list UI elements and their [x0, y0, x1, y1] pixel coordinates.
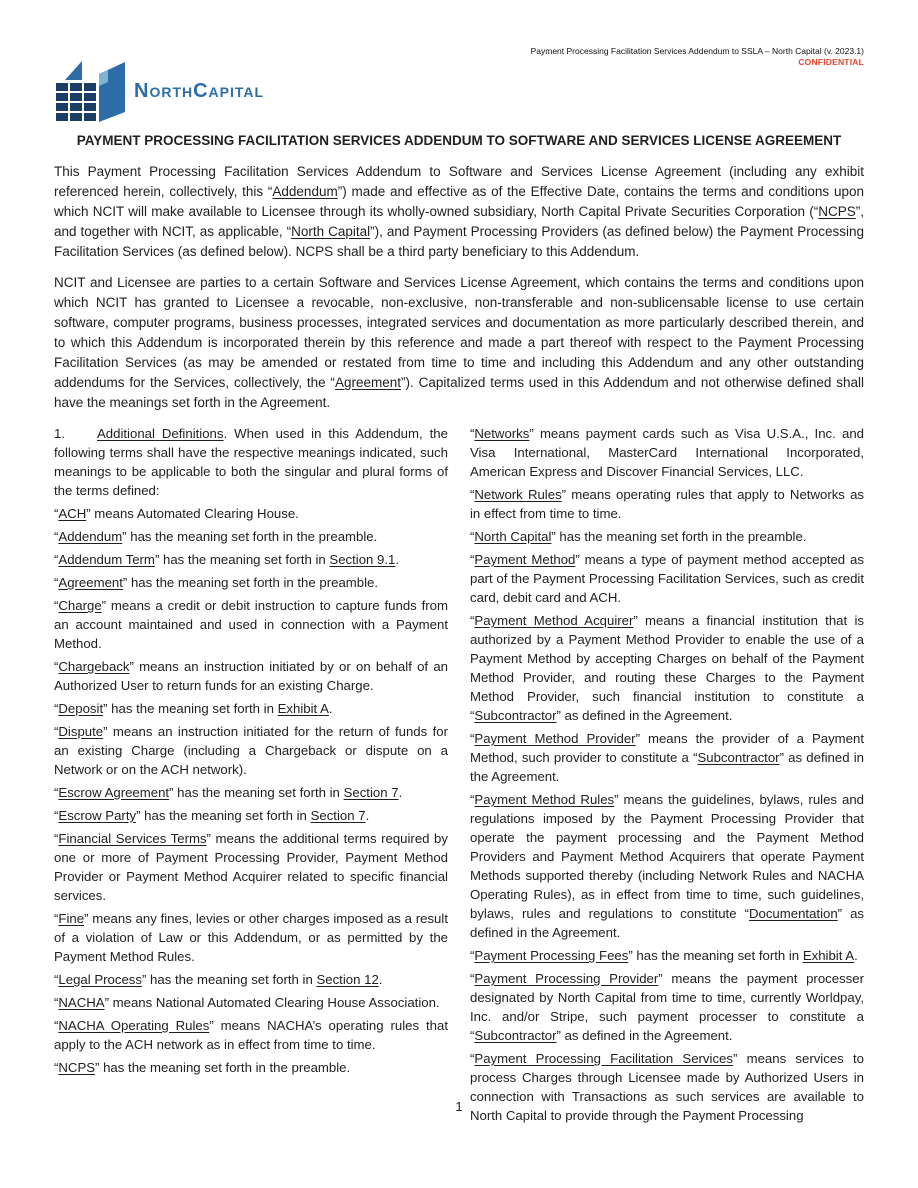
definition-paragraph: “NCPS” has the meaning set forth in the preamble.: [54, 1060, 351, 1075]
definition-paragraph: “ACH” means Automated Clearing House.: [54, 506, 299, 521]
definition-paragraph: “NACHA” means National Automated Clearing House Association.: [54, 995, 440, 1010]
definition-paragraph: “Payment Method Provider” means the provider of a Payment Method, such provider to constitute a “Subcontractor” as defined in the Agreement.: [470, 731, 864, 784]
definition-paragraph: “Charge” means a credit or debit instruction to capture funds from an account maintained and used in connection with a Payment Method.: [54, 598, 448, 651]
definition-paragraph: “Escrow Agreement” has the meaning set forth in Section 7.: [54, 785, 403, 800]
definition-paragraph: “Network Rules” means operating rules that apply to Networks as in effect from time to time.: [470, 487, 864, 521]
definition-paragraph: “Financial Services Terms” means the additional terms required by one or more of Payment Processing Provider, Payment Method Provider or Payment Method Acquirer related to specific financial services.: [54, 831, 448, 903]
preamble-paragraph-1: This Payment Processing Facilitation Services Addendum to Software and Services License Agreement (including any exhibit referenced herein, collectively, this “Addendum”) made and effective as of the Effective Date, contains the terms and conditions upon which NCIT will make available to Licensee through its wholly-owned subsidiary, North Capital Private Securities Corporation (“NCPS”, and together with NCIT, as applicable, “North Capital”), and Payment Processing Providers (as defined below) the Payment Processing Facilitation Services (as defined below). NCPS shall be a third party beneficiary to this Addendum.: [54, 164, 865, 259]
definition-paragraph: “Deposit” has the meaning set forth in Exhibit A.: [54, 701, 333, 716]
definition-paragraph: “Fine” means any fines, levies or other charges imposed as a result of a violation of Law or this Addendum, or as permitted by the Payment Method Rules.: [54, 911, 448, 964]
definitions-left-column: [54, 424, 448, 1129]
logo-wordmark: NorthCapital: [134, 79, 265, 102]
definition-paragraph: “Networks” means payment cards such as Visa U.S.A., Inc. and Visa International, MasterCard International Incorporated, American Express and Discover Financial Services, LLC.: [470, 426, 864, 479]
definition-paragraph: “Legal Process” has the meaning set forth in Section 12.: [54, 972, 383, 987]
definition-paragraph: “Dispute” means an instruction initiated for the return of funds for an existing Charge (including a Chargeback or dispute on a Network or on the ACH network).: [54, 724, 448, 777]
section-1-heading: 1. Additional Definitions. When used in this Addendum, the following terms shall have the respective meanings indicated, such meanings to be applicable to both the singular and plural forms of the terms defined:: [54, 426, 448, 498]
definition-paragraph: “Agreement” has the meaning set forth in the preamble.: [54, 575, 379, 590]
page-header: [531, 46, 864, 67]
document-title: PAYMENT PROCESSING FACILITATION SERVICES ADDENDUM TO SOFTWARE AND SERVICES LICENSE AGREEMENT: [76, 133, 842, 148]
definition-paragraph: “Payment Method” means a type of payment method accepted as part of the Payment Processing Facilitation Services, such as credit card, debit card and ACH.: [470, 552, 864, 605]
document-reference: Payment Processing Facilitation Services Addendum to SSLA – North Capital (v. 2023.1): [530, 46, 864, 56]
definitions-columns: [54, 424, 864, 1129]
north-capital-logo: [55, 60, 264, 122]
document-body: [54, 132, 864, 1129]
definition-paragraph: “NACHA Operating Rules” means NACHA’s operating rules that apply to the ACH network as in effect from time to time.: [54, 1018, 448, 1052]
definition-paragraph: “Payment Method Acquirer” means a financial institution that is authorized by a Payment Method Provider to enable the use of a Payment Method by accepting Charges on behalf of the Payment Method Provider, and routing these Charges to the Payment Method Provider, such financial institution to constitute a “Subcontractor” as defined in the Agreement.: [470, 613, 864, 723]
preamble-paragraph-2: NCIT and Licensee are parties to a certain Software and Services License Agreement, which contains the terms and conditions upon which NCIT has granted to Licensee a revocable, non-exclusive, non-transferable and non-sublicensable license to use certain software, computer programs, business processes, integrated services and documentation as more particularly described therein, and to which this Addendum is incorporated therein by this reference and made a part thereof with respect to the Payment Processing Facilitation Services (as may be amended or restated from time to time and including this Addendum and any other outstanding addendums for the Services, collectively, the “Agreement”). Capitalized terms used in this Addendum and not otherwise defined shall have the meanings set forth in the Agreement.: [54, 275, 864, 410]
north-capital-cube-icon: [55, 60, 127, 122]
definition-paragraph: “Payment Processing Provider” means the payment processer designated by North Capital from time to time, currently Worldpay, Inc. and/or Stripe, such payment processer to constitute a “Subcontractor” as defined in the Agreement.: [470, 971, 864, 1043]
definition-paragraph: “Escrow Party” has the meaning set forth in Section 7.: [54, 808, 370, 823]
definition-paragraph: “Addendum” has the meaning set forth in the preamble.: [54, 529, 378, 544]
definition-paragraph: “Payment Method Rules” means the guidelines, bylaws, rules and regulations imposed by the Payment Processing Provider that operate the payment processing and the Payment Method Providers and Payment Method Acquirers that operate Payment Methods supported thereby (including Network Rules and NACHA Operating Rules), as in effect from time to time, such guidelines, bylaws, rules and regulations to constitute “Documentation” as defined in the Agreement.: [470, 792, 864, 940]
definitions-right-column: [470, 424, 864, 1129]
definition-paragraph: “North Capital” has the meaning set forth in the preamble.: [470, 529, 807, 544]
definition-paragraph: “Chargeback” means an instruction initiated by or on behalf of an Authorized User to return funds for an existing Charge.: [54, 659, 448, 693]
definition-paragraph: “Addendum Term” has the meaning set forth in Section 9.1.: [54, 552, 400, 567]
page-number: 1: [455, 1099, 463, 1114]
definition-paragraph: “Payment Processing Facilitation Services” means services to process Charges through Licensee made by Authorized Users in connection with Transactions as such services are available to North Capital to provide through the Payment Processing: [470, 1051, 864, 1123]
confidential-label: CONFIDENTIAL: [798, 56, 864, 67]
definition-paragraph: “Payment Processing Fees” has the meaning set forth in Exhibit A.: [470, 948, 858, 963]
